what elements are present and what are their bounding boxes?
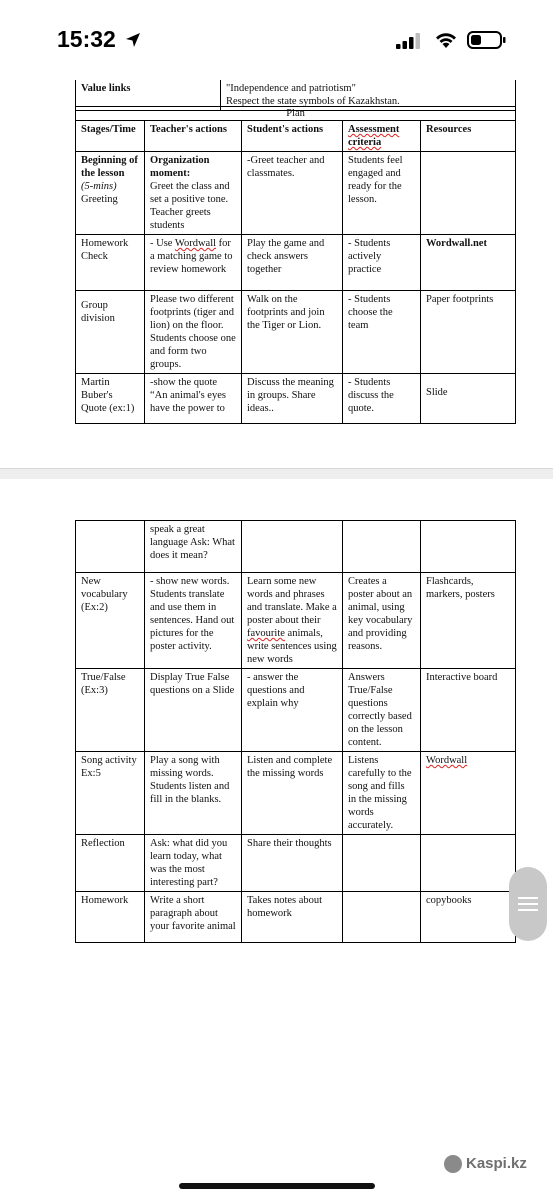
teacher-cell: Please two different footprints (tiger and lion) on the floor. Students choose one and form two groups. xyxy=(145,291,242,374)
location-arrow-icon xyxy=(124,31,142,49)
watermark-text: Kaspi.kz xyxy=(466,1155,527,1172)
student-cell: Takes notes about homework xyxy=(242,892,343,943)
stage-cell: Homework Check xyxy=(76,235,145,291)
stage-cell: New vocabulary (Ex:2) xyxy=(76,573,145,669)
table-row xyxy=(76,521,516,573)
assessment-cell: - Students discuss the quote. xyxy=(343,374,421,424)
student-cell: Walk on the footprints and join the Tiger or Lion. xyxy=(242,291,343,374)
table-row xyxy=(76,752,516,835)
wordwall-word: Wordwall xyxy=(174,238,217,249)
document-page-2 xyxy=(0,479,553,1200)
teacher-cell: -show the quote “An animal's eyes have the power to xyxy=(145,374,242,424)
resources-cell: Flashcards, markers, posters xyxy=(421,573,516,669)
assessment-cell: Students feel engaged and ready for the lesson. xyxy=(343,152,421,235)
document-page-1 xyxy=(0,80,553,468)
stage-title: Beginning of the lesson xyxy=(81,155,138,179)
table-row xyxy=(76,374,516,424)
kaspi-logo-icon xyxy=(444,1155,462,1173)
teacher-cell: Write a short paragraph about your favorite animal xyxy=(145,892,242,943)
stage-cell: Group division xyxy=(76,291,145,374)
teacher-cell: Play a song with missing words. Students listen and fill in the blanks. xyxy=(145,752,242,835)
teacher-cell: Display True False questions on a Slide xyxy=(145,669,242,752)
assessment-cell: Answers True/False questions correctly based on the lesson content. xyxy=(343,669,421,752)
resources-cell xyxy=(421,152,516,235)
assessment-cell xyxy=(343,892,421,943)
wifi-icon xyxy=(434,31,458,49)
resources-cell: Wordwall.net xyxy=(421,235,516,291)
teacher-cell xyxy=(145,152,242,235)
teacher-text: Greet the class and set a positive tone. Teacher greets students xyxy=(150,181,230,231)
resources-cell: Paper footprints xyxy=(421,291,516,374)
assessment-cell: - Students choose the team xyxy=(343,291,421,374)
table-row xyxy=(76,892,516,943)
lesson-plan-table-continued xyxy=(75,520,516,943)
stage-cell: Reflection xyxy=(76,835,145,892)
table-row xyxy=(76,235,516,291)
wordwall-word: Wordwall xyxy=(426,755,468,766)
resources-cell xyxy=(421,521,516,573)
assessment-cell xyxy=(343,835,421,892)
value-links-label: Value links xyxy=(76,80,221,111)
header-assessment: Assessment criteria xyxy=(343,121,421,152)
student-cell: - answer the questions and explain why xyxy=(242,669,343,752)
header-student: Student's actions xyxy=(242,121,343,152)
home-indicator[interactable] xyxy=(179,1183,375,1189)
header-teacher: Teacher's actions xyxy=(145,121,242,152)
student-cell: Listen and complete the missing words xyxy=(242,752,343,835)
teacher-cell: Ask: what did you learn today, what was the most interesting part? xyxy=(145,835,242,892)
header-stages: Stages/Time xyxy=(76,121,145,152)
header-resources: Resources xyxy=(421,121,516,152)
assessment-cell: Listens carefully to the song and fills in the missing words accurately. xyxy=(343,752,421,835)
stage-cell xyxy=(76,521,145,573)
student-cell: Play the game and check answers together xyxy=(242,235,343,291)
student-cell: -Greet teacher and classmates. xyxy=(242,152,343,235)
stage-cell: Homework xyxy=(76,892,145,943)
value-links-line-1: "Independence and patriotism" xyxy=(226,83,356,94)
status-time: 15:32 xyxy=(57,26,116,52)
student-cell xyxy=(242,521,343,573)
status-bar xyxy=(0,0,553,80)
signal-icon xyxy=(396,33,422,49)
teacher-cell: - show new words. Students translate and use them in sentences. Hand out pictures for the poster activity. xyxy=(145,573,242,669)
resources-cell: Interactive board xyxy=(421,669,516,752)
student-cell: Discuss the meaning in groups. Share ideas.. xyxy=(242,374,343,424)
table-row xyxy=(76,835,516,892)
stage-time: (5-mins) xyxy=(81,181,117,192)
table-row xyxy=(76,152,516,235)
kaspi-watermark xyxy=(444,1155,527,1173)
teacher-cell: speak a great language Ask: What does it mean? xyxy=(145,521,242,573)
student-cell: Learn some new words and phrases and translate. Make a poster about their favourite animals, write sentences using new words xyxy=(242,573,343,669)
scroll-handle-icon[interactable] xyxy=(509,867,547,941)
stage-cell xyxy=(76,152,145,235)
resources-cell xyxy=(421,752,516,835)
student-cell: Share their thoughts xyxy=(242,835,343,892)
lesson-plan-table xyxy=(75,106,516,424)
stage-cell: Martin Buber's Quote (ex:1) xyxy=(76,374,145,424)
table-row xyxy=(76,669,516,752)
plan-heading: Plan xyxy=(76,107,516,121)
resources-cell: Slide xyxy=(421,374,516,424)
favourite-word: favourite xyxy=(247,628,285,639)
table-row xyxy=(76,573,516,669)
assessment-cell xyxy=(343,521,421,573)
battery-icon xyxy=(467,30,507,50)
resources-cell xyxy=(421,835,516,892)
resources-cell: copybooks xyxy=(421,892,516,943)
teacher-title: Organization moment: xyxy=(150,155,210,179)
assessment-cell: - Students actively practice xyxy=(343,235,421,291)
assessment-cell: Creates a poster about an animal, using key vocabulary and providing reasons. xyxy=(343,573,421,669)
stage-cell: True/False (Ex:3) xyxy=(76,669,145,752)
teacher-cell: - Use Wordwall for a matching game to review homework xyxy=(145,235,242,291)
stage-cell: Song activity Ex:5 xyxy=(76,752,145,835)
stage-sub: Greeting xyxy=(81,194,118,205)
value-links-line-2: Respect the state symbols of Kazakhstan. xyxy=(226,96,400,107)
table-row xyxy=(76,291,516,374)
